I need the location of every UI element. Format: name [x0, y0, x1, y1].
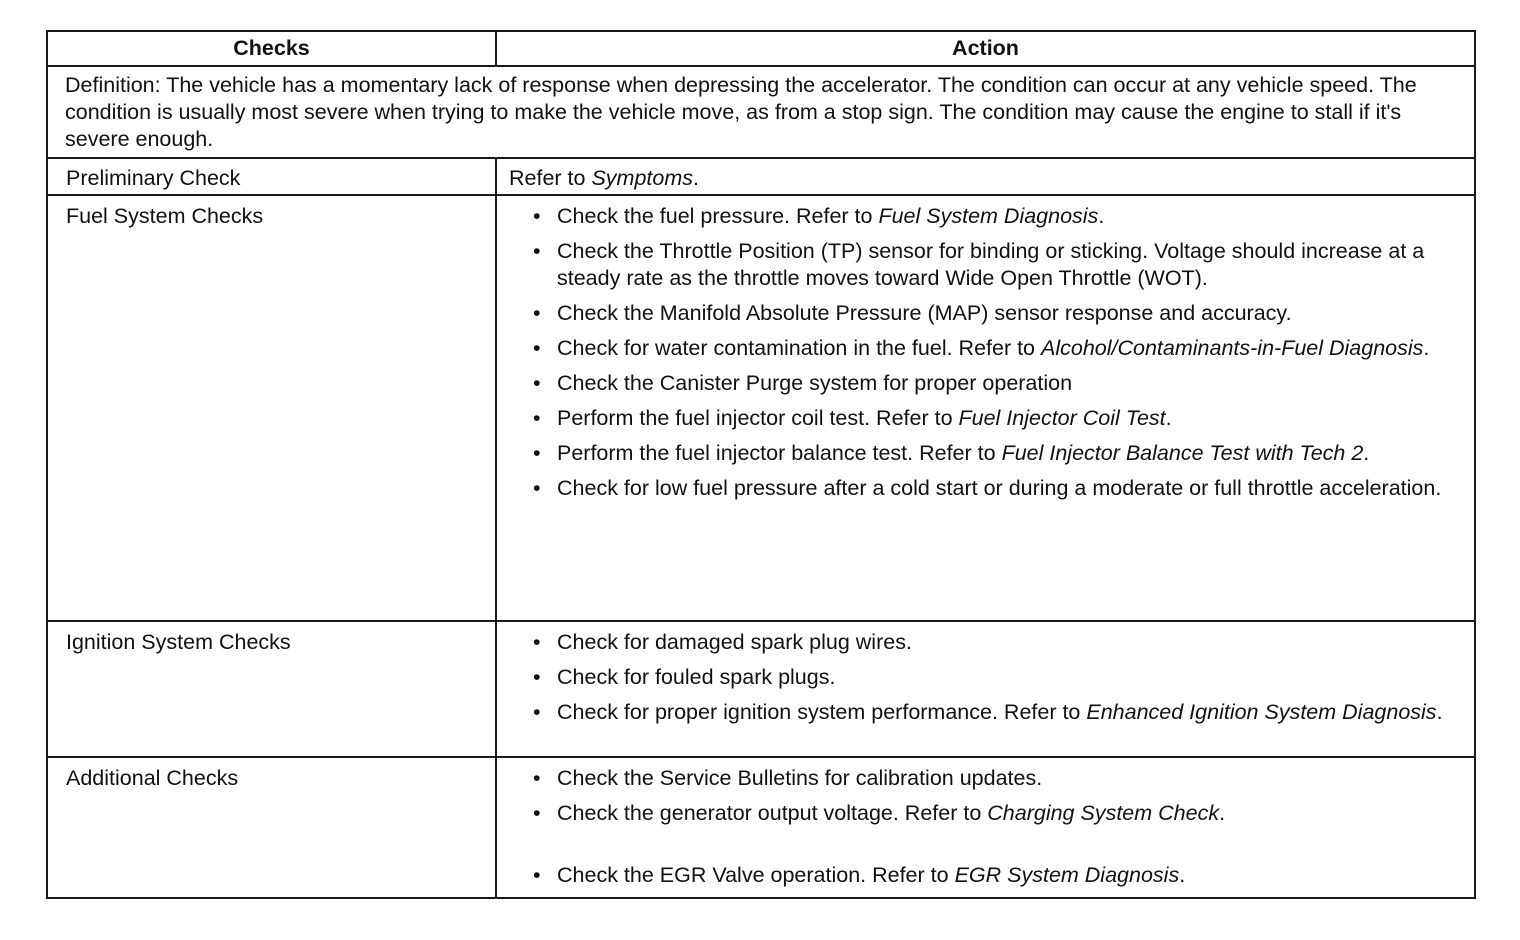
definition-text: Definition: The vehicle has a momentary lack of response when depressing the accelerator. The condition can occur at any vehicle speed. The condition is usually most severe when trying to make the vehicle move, as from a stop sign. The condition may cause the engine to stall if it's severe enough.: [47, 66, 1475, 158]
list-item: [509, 664, 1460, 691]
bullet-icon: •: [533, 801, 541, 825]
bullet-icon: •: [533, 441, 541, 465]
action-text: Check for fouled spark plugs.: [557, 665, 836, 689]
action-end: .: [1179, 863, 1186, 887]
table-row: [47, 757, 1475, 898]
list-item: [509, 370, 1460, 397]
bullet-icon: •: [533, 630, 541, 654]
action-text: Check the Canister Purge system for proper operation: [557, 371, 1073, 395]
action-end: .: [1098, 204, 1105, 228]
bullet-icon: •: [533, 700, 541, 724]
bullet-icon: •: [533, 204, 541, 228]
action-column-header: Action: [496, 31, 1475, 66]
bullet-icon: •: [533, 371, 541, 395]
header-row: [47, 31, 1475, 66]
bullet-icon: •: [533, 406, 541, 430]
reference-link: Fuel Injector Balance Test with Tech 2: [1001, 441, 1364, 465]
bullet-icon: •: [533, 766, 541, 790]
reference-link: Alcohol/Contaminants-in-Fuel Diagnosis: [1041, 336, 1424, 360]
action-list: [509, 629, 1460, 726]
check-name: Preliminary Check: [47, 158, 496, 195]
action-list: [509, 765, 1460, 889]
bullet-icon: •: [533, 239, 541, 263]
table-row: [47, 195, 1475, 621]
list-item: [509, 300, 1460, 327]
list-item: [509, 405, 1460, 432]
table-row: [47, 621, 1475, 757]
list-item: [509, 699, 1460, 726]
bullet-icon: •: [533, 863, 541, 887]
checks-column-header: Checks: [47, 31, 496, 66]
action-text: Check the fuel pressure. Refer to: [557, 204, 879, 228]
action-text: Check the Manifold Absolute Pressure (MAP) sensor response and accuracy.: [557, 301, 1292, 325]
action-cell: [496, 757, 1475, 898]
action-text: Check for low fuel pressure after a cold start or during a moderate or full throttle acceleration.: [557, 476, 1442, 500]
reference-link: Fuel Injector Coil Test: [958, 406, 1166, 430]
action-cell: [496, 158, 1475, 195]
bullet-icon: •: [533, 665, 541, 689]
list-item: [509, 440, 1460, 467]
action-end: .: [1219, 801, 1226, 825]
action-text: Check the Service Bulletins for calibration updates.: [557, 766, 1043, 790]
action-end: .: [1423, 336, 1430, 360]
list-item: [509, 475, 1460, 502]
action-text: Refer to: [509, 166, 592, 190]
action-list: [509, 203, 1460, 502]
action-cell: [496, 621, 1475, 757]
check-name: Ignition System Checks: [47, 621, 496, 757]
action-end: .: [693, 166, 699, 190]
action-text: Check the EGR Valve operation. Refer to: [557, 863, 955, 887]
action-text: Check the generator output voltage. Refer to: [557, 801, 988, 825]
bullet-icon: •: [533, 336, 541, 360]
bullet-icon: •: [533, 301, 541, 325]
action-cell: [496, 195, 1475, 621]
list-item: [509, 800, 1460, 827]
list-item: [509, 862, 1460, 889]
action-end: .: [1363, 441, 1370, 465]
list-item: [509, 765, 1460, 792]
action-text: Perform the fuel injector coil test. Refer to: [557, 406, 959, 430]
definition-row: [47, 66, 1475, 158]
reference-link: Symptoms: [591, 166, 694, 190]
list-item: [509, 629, 1460, 656]
action-text: Check for water contamination in the fuel. Refer to: [557, 336, 1041, 360]
action-text: Check for proper ignition system performance. Refer to: [557, 700, 1087, 724]
reference-link: Charging System Check: [987, 801, 1220, 825]
diagnostic-checks-table: [46, 30, 1476, 899]
table-row: [47, 158, 1475, 195]
list-item: [509, 203, 1460, 230]
list-item: [509, 335, 1460, 362]
action-text: Perform the fuel injector balance test. Refer to: [557, 441, 1002, 465]
reference-link: EGR System Diagnosis: [954, 863, 1180, 887]
list-item: [509, 238, 1460, 292]
reference-link: Enhanced Ignition System Diagnosis: [1086, 700, 1437, 724]
action-end: .: [1436, 700, 1443, 724]
reference-link: Fuel System Diagnosis: [878, 204, 1099, 228]
check-name: Additional Checks: [47, 757, 496, 898]
action-text: Check for damaged spark plug wires.: [557, 630, 912, 654]
bullet-icon: •: [533, 476, 541, 500]
action-end: .: [1165, 406, 1172, 430]
check-name: Fuel System Checks: [47, 195, 496, 621]
action-text: Check the Throttle Position (TP) sensor for binding or sticking. Voltage should increase at a steady rate as the throttle moves toward Wide Open Throttle (WOT).: [557, 239, 1425, 290]
